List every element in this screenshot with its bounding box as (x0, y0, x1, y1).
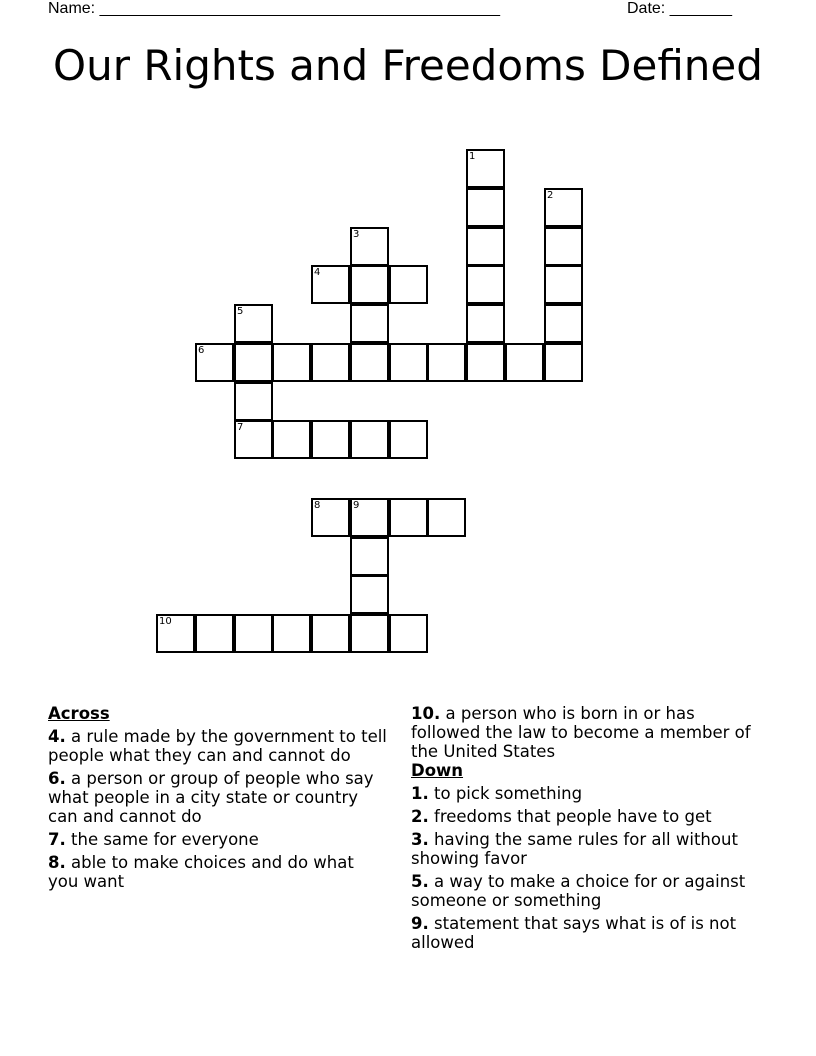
crossword-cell[interactable] (466, 304, 505, 343)
clue-text: statement that says what is of is not allowed (411, 914, 737, 952)
crossword-cell[interactable] (350, 614, 389, 653)
name-line: Name: _____________________________________________ (48, 0, 500, 17)
down-clue (411, 830, 766, 868)
cell-number: 7 (237, 422, 244, 433)
crossword-cell[interactable] (311, 614, 350, 653)
date-line: Date: _______ (627, 0, 732, 17)
crossword-cell[interactable] (427, 343, 466, 382)
crossword-cell[interactable] (466, 149, 505, 188)
clue-number: 6 . (48, 769, 66, 788)
crossword-cell[interactable] (234, 343, 273, 382)
crossword-cell[interactable] (350, 498, 389, 537)
clue-number: 4 . (48, 727, 66, 746)
crossword-cell[interactable] (389, 420, 428, 459)
across-clue (411, 704, 766, 761)
crossword-cell[interactable] (466, 343, 505, 382)
crossword-cell[interactable] (195, 343, 234, 382)
crossword-cell[interactable] (544, 304, 583, 343)
crossword-cell[interactable] (350, 575, 389, 614)
down-clue (411, 872, 766, 910)
clue-number: 8 . (48, 853, 66, 872)
crossword-cell[interactable] (234, 304, 273, 343)
clue-text: a person who is born in or has followed the law to become a member of the United States (411, 704, 751, 761)
crossword-cell[interactable] (350, 304, 389, 343)
down-clue (411, 784, 766, 803)
clue-number: 2 . (411, 807, 429, 826)
crossword-cell[interactable] (505, 343, 544, 382)
crossword-cell[interactable] (311, 343, 350, 382)
crossword-cell[interactable] (389, 343, 428, 382)
clues-left-column (48, 704, 388, 891)
cell-number: 9 (353, 500, 360, 511)
crossword-cell[interactable] (544, 227, 583, 266)
cell-number: 4 (314, 267, 321, 278)
clue-text: the same for everyone (71, 830, 259, 849)
cell-number: 3 (353, 229, 360, 240)
cell-number: 1 (469, 151, 476, 162)
clue-number: 7 . (48, 830, 66, 849)
crossword-cell[interactable] (195, 614, 234, 653)
clue-number: 3 . (411, 830, 429, 849)
cell-number: 8 (314, 500, 321, 511)
crossword-cell[interactable] (350, 420, 389, 459)
crossword-cell[interactable] (272, 420, 311, 459)
clue-text: having the same rules for all without showing favor (411, 830, 738, 868)
clue-number: 1 . (411, 784, 429, 803)
crossword-cell[interactable] (156, 614, 195, 653)
clue-text: a rule made by the government to tell people what they can and cannot do (48, 727, 387, 765)
across-heading: Across (48, 704, 110, 723)
crossword-cell[interactable] (350, 265, 389, 304)
cell-number: 2 (547, 190, 554, 201)
crossword-cell[interactable] (389, 614, 428, 653)
across-clue (48, 830, 388, 849)
down-heading: Down (411, 761, 464, 780)
cell-number: 6 (198, 345, 205, 356)
clue-text: a person or group of people who say what people in a city state or country can and cannot do (48, 769, 374, 826)
crossword-cell[interactable] (272, 343, 311, 382)
clue-text: to pick something (434, 784, 583, 803)
crossword-cell[interactable] (389, 265, 428, 304)
crossword-cell[interactable] (234, 420, 273, 459)
across-clue (48, 769, 388, 826)
clue-text: able to make choices and do what you want (48, 853, 354, 891)
crossword-cell[interactable] (311, 420, 350, 459)
crossword-cell[interactable] (234, 614, 273, 653)
crossword-cell[interactable] (389, 498, 428, 537)
crossword-cell[interactable] (350, 227, 389, 266)
crossword-cell[interactable] (544, 265, 583, 304)
page-title: Our Rights and Freedoms Defined (53, 41, 763, 90)
across-clue (48, 727, 388, 765)
cell-number: 5 (237, 306, 244, 317)
crossword-cell[interactable] (544, 188, 583, 227)
crossword-cell[interactable] (311, 498, 350, 537)
crossword-cell[interactable] (427, 498, 466, 537)
across-clue (48, 853, 388, 891)
down-clue (411, 807, 766, 826)
crossword-cell[interactable] (311, 265, 350, 304)
clue-number: 10 . (411, 704, 440, 723)
down-clue (411, 914, 766, 952)
crossword-cell[interactable] (466, 188, 505, 227)
clue-text: a way to make a choice for or against someone or something (411, 872, 746, 910)
crossword-cell[interactable] (234, 382, 273, 421)
clues-right-column (411, 704, 766, 952)
cell-number: 10 (159, 616, 172, 627)
crossword-cell[interactable] (466, 227, 505, 266)
clue-text: freedoms that people have to get (434, 807, 712, 826)
crossword-cell[interactable] (350, 537, 389, 576)
clue-number: 5 . (411, 872, 429, 891)
crossword-cell[interactable] (350, 343, 389, 382)
crossword-cell[interactable] (466, 265, 505, 304)
crossword-cell[interactable] (544, 343, 583, 382)
clue-number: 9 . (411, 914, 429, 933)
crossword-cell[interactable] (272, 614, 311, 653)
